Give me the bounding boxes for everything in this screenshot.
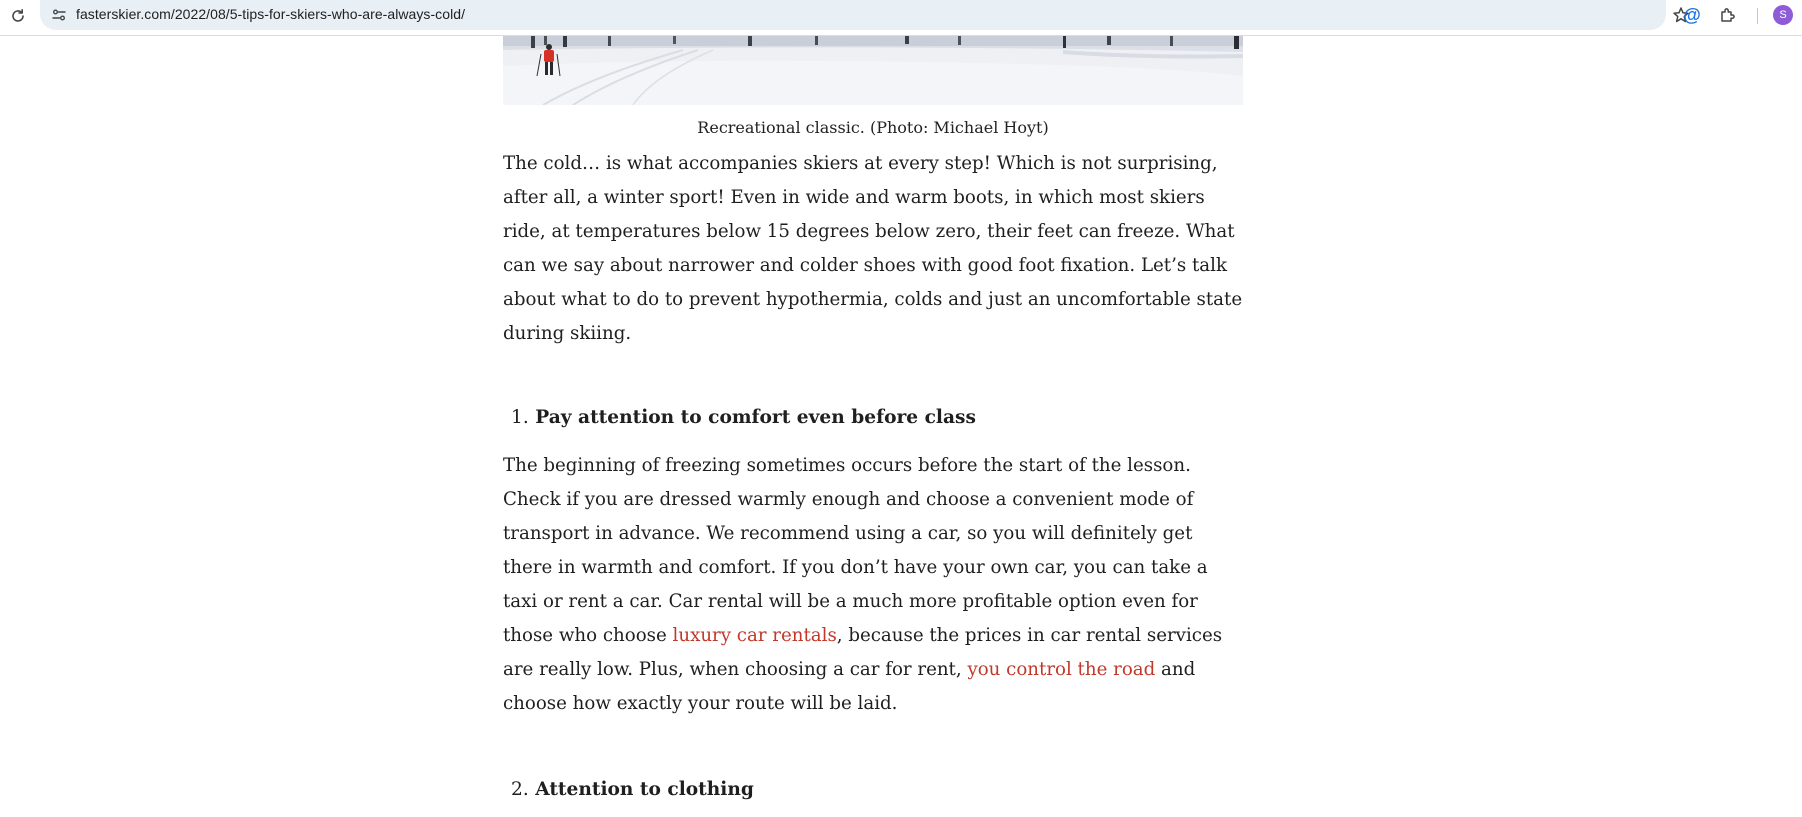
section-title: Pay attention to comfort even before class — [535, 407, 976, 428]
section-1-paragraph — [503, 449, 1243, 721]
hero-photo — [503, 36, 1243, 105]
section-title: Attention to clothing — [535, 779, 754, 800]
reload-icon — [10, 8, 26, 24]
luxury-car-rentals-link[interactable]: luxury car rentals — [672, 625, 837, 646]
extensions-puzzle-icon — [1719, 6, 1737, 24]
paragraph-text: The beginning of freezing sometimes occurs before the start of the lesson. Check if you are dressed warmly enough and choose a convenient mode of transport in advance. We recommend using a car, so you will definitely get there in warmth and comfort. If you don’t have your own car, you can take a taxi or rent a car. Car rental will be a much more profitable option even for those who choose — [503, 455, 1208, 646]
reload-button[interactable] — [5, 3, 31, 29]
section-number: 1. — [511, 407, 529, 428]
site-info-icon — [51, 7, 67, 23]
paragraph-text: , because the prices in car rental services are really low. Plus, when choosing a car for rent, — [503, 625, 1223, 680]
paragraph-text: and choose how exactly your route will be laid. — [503, 659, 1196, 714]
intro-paragraph: The cold… is what accompanies skiers at every step! Which is not surprising, after all, a winter sport! Even in wide and warm boots, in which most skiers ride, at temperatures below 15 degrees below zero, their feet can freeze. What can we say about narrower and colder shoes with good foot fixation. Let’s talk about what to do to prevent hypothermia, colds and just an uncomfortable state during skiing. — [503, 153, 1243, 344]
profile-avatar[interactable]: S — [1773, 5, 1793, 25]
site-info-button[interactable] — [47, 3, 71, 27]
you-control-the-road-link[interactable]: you control the road — [967, 659, 1156, 680]
photo-caption: Recreational classic. (Photo: Michael Hoyt) — [697, 118, 1049, 137]
url-text[interactable]: fasterskier.com/2022/08/5-tips-for-skiers-who-are-always-cold/ — [76, 6, 466, 22]
address-bar[interactable] — [40, 0, 1666, 30]
section-heading-2 — [503, 773, 1243, 807]
toolbar-divider — [1757, 8, 1758, 24]
at-extension-button[interactable] — [1679, 2, 1705, 28]
section-number: 2. — [511, 779, 529, 800]
section-heading-1 — [503, 401, 1243, 435]
ski-trail-photo — [503, 36, 1243, 105]
article-body — [503, 36, 1243, 807]
extensions-button[interactable] — [1715, 2, 1741, 28]
browser-toolbar — [0, 0, 1802, 36]
at-sign-extension-icon: @ — [1683, 4, 1701, 25]
